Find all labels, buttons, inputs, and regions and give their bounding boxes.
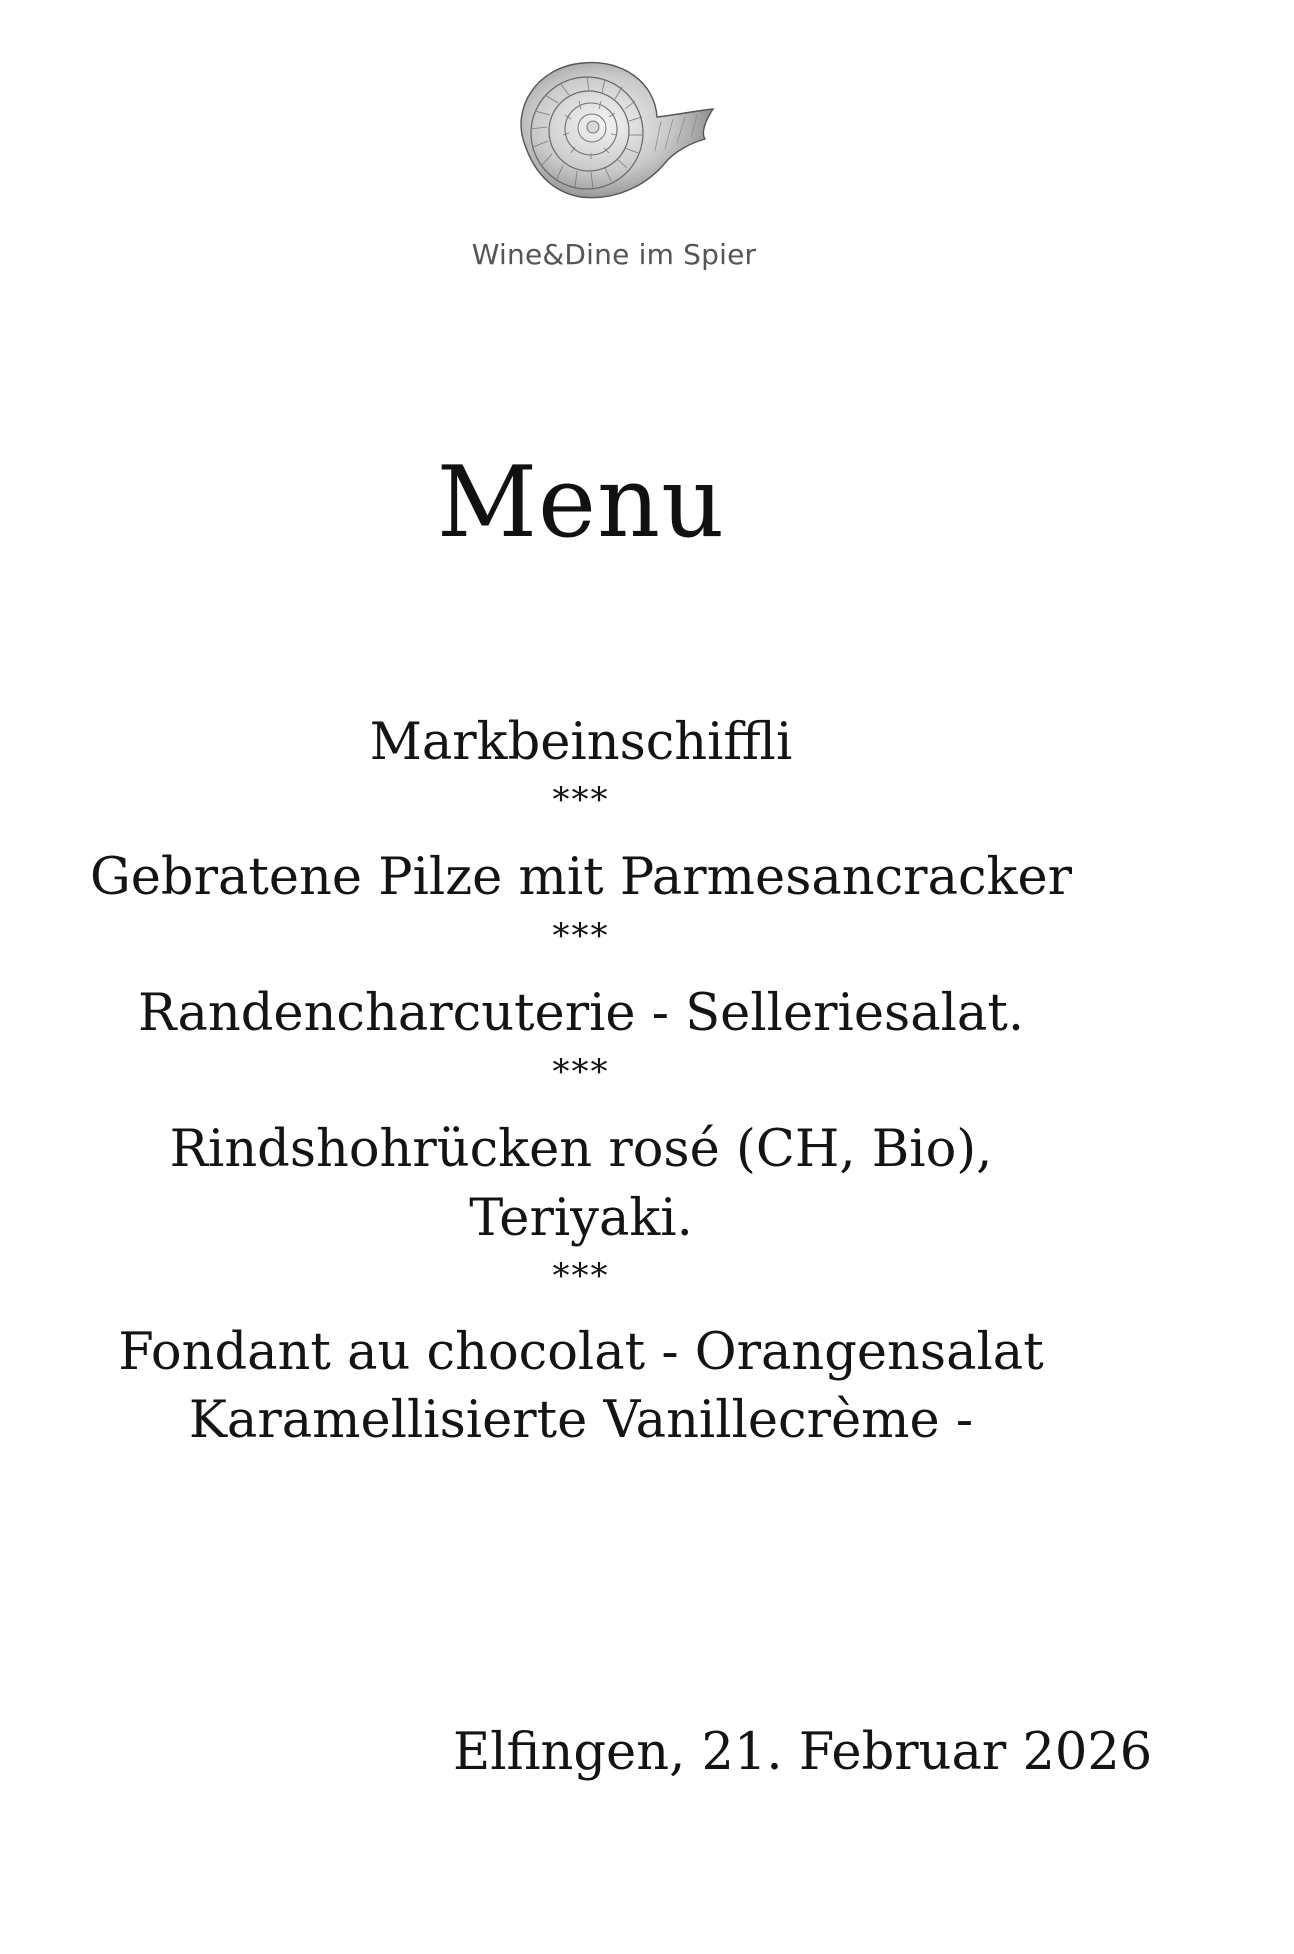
course-item: Fondant au chocolat - Orangensalat	[118, 1323, 1044, 1382]
course-item: Teriyaki.	[469, 1189, 693, 1248]
brand-name: Wine&Dine im Spier	[471, 238, 757, 271]
course-separator: ***	[552, 1256, 610, 1296]
course-item: Markbeinschiffli	[369, 713, 793, 772]
course-item: Gebratene Pilze mit Parmesancracker	[90, 848, 1072, 907]
course-item: Randencharcuterie - Selleriesalat.	[137, 984, 1025, 1043]
course-separator: ***	[552, 916, 610, 956]
course-separator: ***	[552, 780, 610, 820]
course-separator: ***	[552, 1052, 610, 1092]
course-item: Karamellisierte Vanillecrème -	[188, 1391, 974, 1450]
page-title: Menu	[436, 446, 726, 560]
course-item: Rindshohrücken rosé (CH, Bio),	[169, 1120, 993, 1179]
place-date: Elfingen, 21. Februar 2026	[453, 1723, 1153, 1782]
ammonite-logo-icon	[505, 55, 721, 205]
